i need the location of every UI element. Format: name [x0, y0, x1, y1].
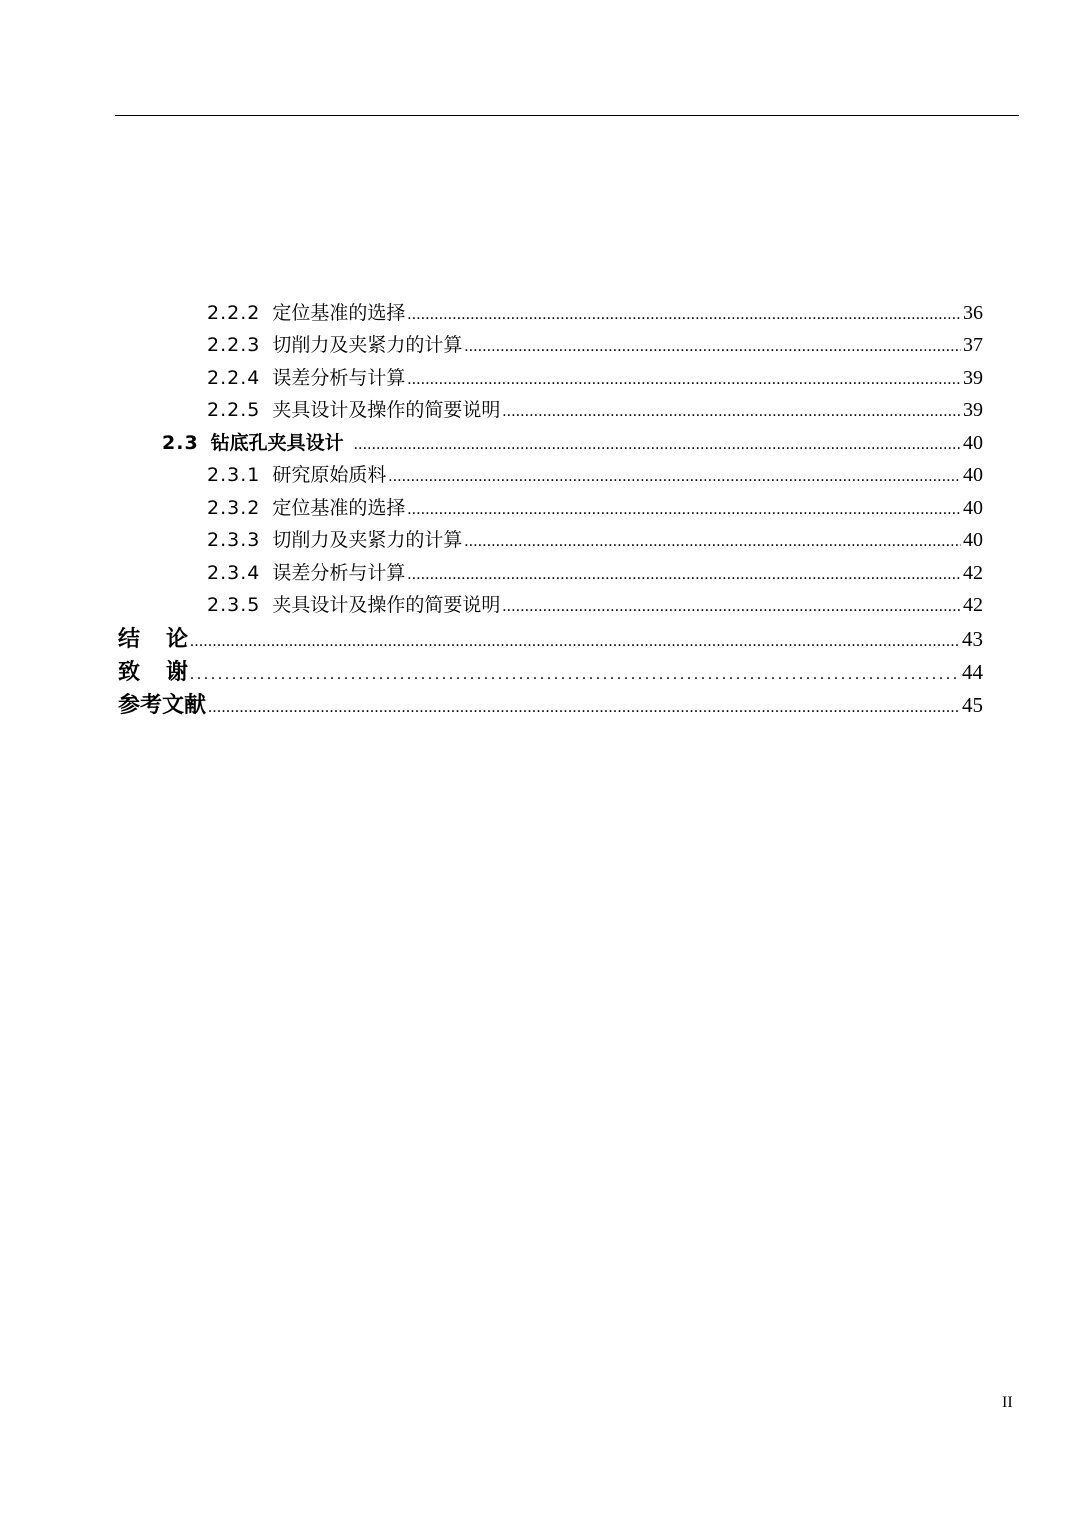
toc-entry-number: 2.2.3	[207, 334, 261, 356]
toc-entry-page: 36	[963, 302, 983, 324]
toc-dot-leader	[354, 436, 961, 454]
toc-entry-page: 40	[963, 529, 983, 551]
toc-entry-title: 定位基准的选择	[272, 497, 406, 519]
toc-dot-leader	[464, 533, 961, 551]
toc-entry-2-2-5[interactable]	[207, 395, 983, 422]
toc-entry-2-3-5[interactable]	[207, 590, 983, 617]
toc-dot-leader	[502, 403, 961, 421]
toc-entry-2-2-2[interactable]	[207, 298, 983, 325]
toc-dot-leader	[407, 566, 961, 584]
toc-dot-leader	[407, 371, 961, 389]
toc-entry-number: 2.2.2	[207, 302, 261, 324]
toc-entry-page: 42	[963, 562, 983, 584]
toc-entry-2-3-3[interactable]	[207, 525, 983, 552]
toc-entry-number: 2.3.5	[207, 594, 261, 616]
toc-entry-title: 研究原始质料	[272, 464, 387, 486]
toc-entry-page: 44	[962, 660, 983, 684]
toc-dot-leader	[208, 699, 960, 717]
toc-entry-title: 致谢	[118, 660, 215, 685]
toc-dot-leader	[464, 338, 961, 356]
toc-dot-leader	[190, 633, 960, 651]
toc-entry-page: 39	[963, 399, 983, 421]
toc-dot-leader	[407, 501, 961, 519]
header-rule	[115, 115, 1019, 116]
toc-dot-leader	[190, 666, 960, 684]
toc-entry-title: 误差分析与计算	[272, 367, 406, 389]
toc-entry-acknowledgement[interactable]	[118, 655, 983, 686]
toc-entry-title: 参考文献	[118, 693, 207, 718]
toc-entry-number: 2.3.3	[207, 529, 261, 551]
toc-entry-number: 2.2.5	[207, 399, 261, 421]
toc-entry-references[interactable]	[118, 688, 983, 719]
toc-entry-title: 切削力及夹紧力的计算	[272, 529, 463, 551]
toc-entry-page: 40	[963, 497, 983, 519]
toc-entry-2-2-3[interactable]	[207, 330, 983, 357]
toc-entry-title: 夹具设计及操作的简要说明	[272, 594, 501, 616]
toc-entry-title: 误差分析与计算	[272, 562, 406, 584]
toc-entry-page: 40	[963, 464, 983, 486]
toc-entry-number: 2.3.4	[207, 562, 261, 584]
toc-entry-page: 40	[963, 432, 983, 454]
toc-entry-number: 2.3.2	[207, 497, 261, 519]
toc-entry-title: 结论	[118, 627, 215, 652]
toc-entry-2-3-4[interactable]	[207, 558, 983, 585]
toc-entry-number: 2.2.4	[207, 367, 261, 389]
toc-entry-2-2-4[interactable]	[207, 363, 983, 390]
toc-entry-title: 钻底孔夹具设计	[210, 432, 344, 454]
toc-entry-title: 夹具设计及操作的简要说明	[272, 399, 501, 421]
toc-entry-page: 45	[962, 693, 983, 717]
toc-entry-page: 37	[963, 334, 983, 356]
toc-entry-number: 2.3	[162, 432, 199, 454]
toc-dot-leader	[407, 306, 961, 324]
toc-entry-2-3[interactable]	[162, 428, 983, 455]
toc-entry-page: 42	[963, 594, 983, 616]
toc-entry-page: 43	[962, 627, 983, 651]
page-number: II	[1002, 1394, 1013, 1411]
toc-entry-title: 定位基准的选择	[272, 302, 406, 324]
toc-dot-leader	[388, 468, 961, 486]
toc-dot-leader	[502, 598, 961, 616]
toc-entry-conclusion[interactable]	[118, 622, 983, 653]
toc-entry-page: 39	[963, 367, 983, 389]
toc-entry-title: 切削力及夹紧力的计算	[272, 334, 463, 356]
toc-entry-number: 2.3.1	[207, 464, 261, 486]
toc-entry-2-3-1[interactable]	[207, 460, 983, 487]
toc-entry-2-3-2[interactable]	[207, 493, 983, 520]
